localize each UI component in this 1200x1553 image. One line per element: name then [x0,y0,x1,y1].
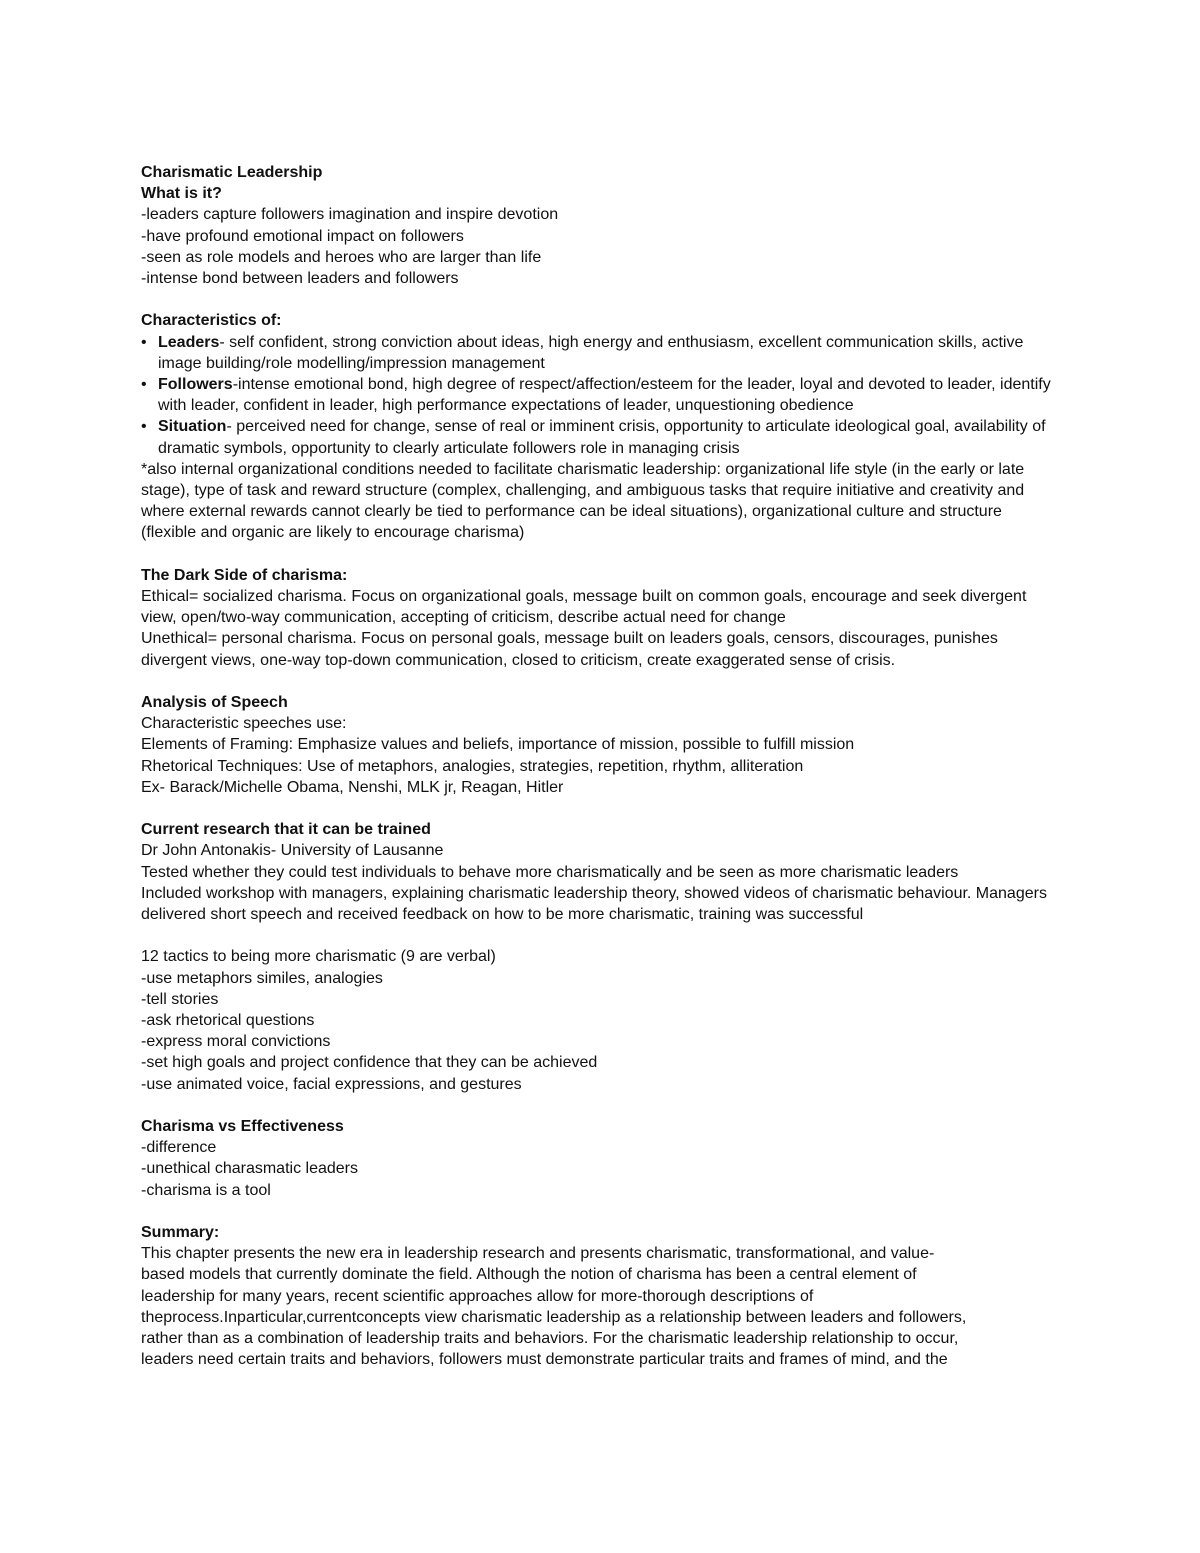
bullet-icon: • [141,333,147,351]
characteristic-text: - self confident, strong conviction about ideas, high energy and enthusiasm, excellent communication skills, active image building/role modelling/impression management [158,333,1024,372]
speech-line: Elements of Framing: Emphasize values and beliefs, importance of mission, possible to fulfill mission [141,736,855,754]
speech-line: Characteristic speeches use: [141,715,347,733]
tactic-item: -set high goals and project confidence that they can be achieved [141,1054,598,1072]
research-workshop-paragraph: Included workshop with managers, explaining charismatic leadership theory, showed videos of charismatic behaviour. Managers delivered short speech and received feedback on how to be more charismatic, training was successful [141,884,1047,924]
document-title: Charismatic Leadership [141,164,323,181]
definition-line: -intense bond between leaders and followers [141,270,459,288]
characteristic-text: -intense emotional bond, high degree of respect/affection/esteem for the leader, loyal and devoted to leader, identify with leader, confident in leader, high performance expectations of leader, unquestioning obedience [158,376,1051,415]
summary-heading: Summary: [141,1224,220,1242]
summary-line: based models that currently dominate the field. Although the notion of charisma has been a central element of [141,1266,917,1284]
bullet-icon: • [141,376,147,394]
research-heading: Current research that it can be trained [141,821,431,839]
speech-line: Rhetorical Techniques: Use of metaphors, analogies, strategies, repetition, rhythm, alliteration [141,757,804,775]
organizational-conditions-note: *also internal organizational conditions needed to facilitate charismatic leadership: organizational life style (in the early or late stage), type of task and reward structure (complex, challenging, and ambiguous tasks that require initiative and creativity and where external rewards cannot clearly be tied to performance can be ideal situations), organizational culture and structure (flexible and organic are likely to encourage charisma) [141,460,1025,542]
unethical-paragraph: Unethical= personal charisma. Focus on personal goals, message built on leaders goals, censors, discourages, punishes divergent views, one-way top-down communication, closed to criticism, create exaggerated sense of crisis. [141,630,998,669]
effectiveness-item: -unethical charasmatic leaders [141,1160,358,1178]
tactic-item: -ask rhetorical questions [141,1012,315,1030]
document-page [141,162,1061,1370]
definition-line: -have profound emotional impact on followers [141,227,464,245]
characteristic-text: - perceived need for change, sense of real or imminent crisis, opportunity to articulate ideological goal, availability of dramatic symbols, opportunity to clearly articulate followers role in managing crisis [158,418,1046,457]
ethical-paragraph: Ethical= socialized charisma. Focus on organizational goals, message built on common goals, encourage and seek divergent view, open/two-way communication, accepting of criticism, describe actual need for change [141,588,1027,627]
researcher-line: Dr John Antonakis- University of Lausanne [141,842,444,860]
characteristics-heading: Characteristics of: [141,312,282,330]
speech-line: Ex- Barack/Michelle Obama, Nenshi, MLK jr, Reagan, Hitler [141,778,564,796]
summary-line: theprocess.Inparticular,currentconcepts view charismatic leadership as a relationship between leaders and followers, [141,1308,967,1326]
bullet-icon: • [141,418,147,436]
characteristic-item-followers [141,374,1061,416]
definition-line: -seen as role models and heroes who are larger than life [141,248,542,266]
section-subheading: What is it? [141,185,222,203]
characteristic-item-situation [141,416,1061,458]
effectiveness-item: -difference [141,1139,217,1157]
characteristic-label: Leaders [158,333,220,351]
tactic-item: -express moral convictions [141,1033,331,1051]
tactic-item: -tell stories [141,990,219,1008]
charisma-effectiveness-heading: Charisma vs Effectiveness [141,1118,344,1136]
tactic-item: -use metaphors similes, analogies [141,969,383,987]
summary-line: rather than as a combination of leadership traits and behaviors. For the charismatic leadership relationship to occur, [141,1330,959,1348]
characteristic-label: Situation [158,418,227,436]
characteristic-item-leaders [141,332,1061,374]
research-tested-line: Tested whether they could test individuals to behave more charismatically and be seen as more charismatic leaders [141,863,959,881]
characteristics-list [141,332,1061,459]
summary-line: leaders need certain traits and behaviors, followers must demonstrate particular traits and frames of mind, and the [141,1351,948,1369]
definition-line: -leaders capture followers imagination and inspire devotion [141,206,559,224]
characteristic-label: Followers [158,376,233,394]
summary-line: This chapter presents the new era in leadership research and presents charismatic, transformational, and value- [141,1245,935,1263]
effectiveness-item: -charisma is a tool [141,1181,271,1199]
tactic-item: -use animated voice, facial expressions, and gestures [141,1075,522,1093]
speech-analysis-heading: Analysis of Speech [141,694,288,712]
summary-line: leadership for many years, recent scientific approaches allow for more-thorough descriptions of [141,1287,814,1305]
tactics-intro: 12 tactics to being more charismatic (9 are verbal) [141,948,496,966]
dark-side-heading: The Dark Side of charisma: [141,566,348,584]
